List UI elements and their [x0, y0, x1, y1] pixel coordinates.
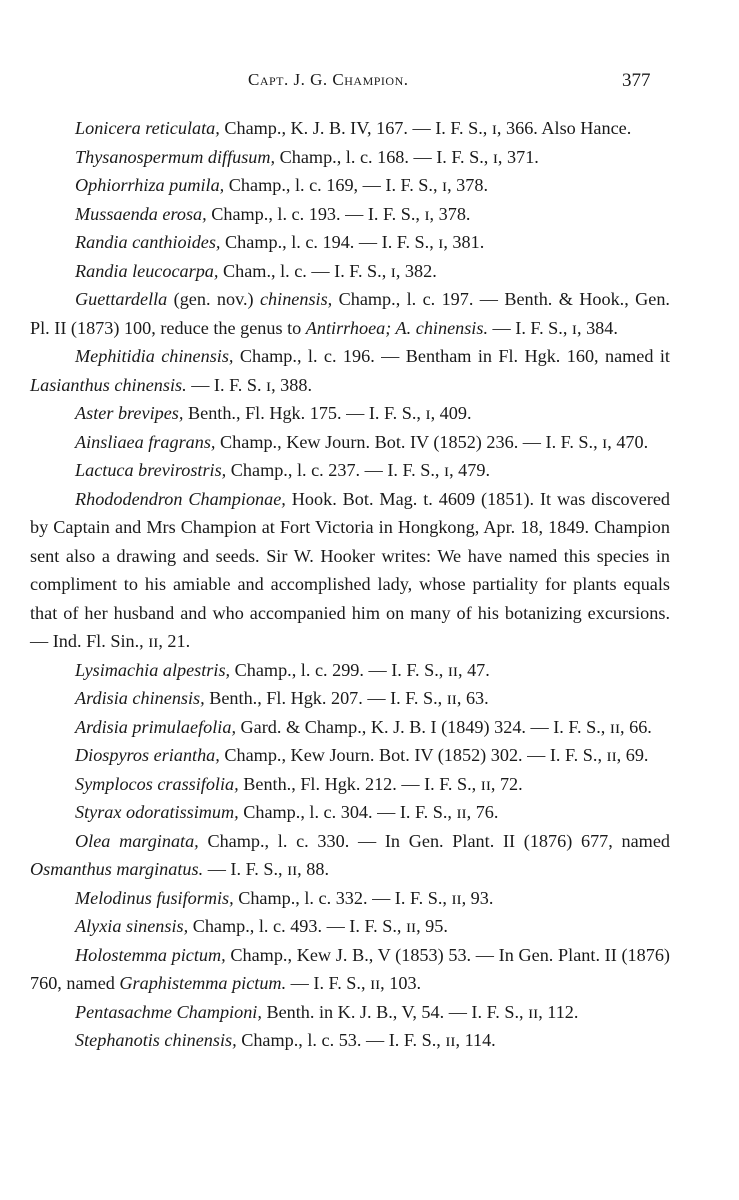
entry-guettardella-chinensis [30, 285, 670, 342]
citation: Champ., l. c. 237. — I. F. S., ɪ, 479. [226, 460, 490, 480]
entry-ainsliaea-fragrans [30, 428, 670, 457]
citation: Champ., l. c. 193. — I. F. S., ɪ, 378. [206, 203, 471, 224]
entry-mussaenda-erosa [30, 200, 670, 229]
species-name: Diospyros eriantha, [75, 745, 220, 765]
citation: Champ., l. c. 493. — I. F. S., ɪɪ, 95. [188, 916, 448, 936]
citation: — I. F. S., ɪɪ, 103. [286, 973, 422, 993]
entry-melodinus-fusiformis [30, 884, 670, 913]
entry-holostemma-pictum [30, 941, 670, 998]
entry-olea-marginata [30, 827, 670, 884]
entry-mephitidia-chinensis [30, 342, 670, 399]
entry-alyxia-sinensis [30, 912, 670, 941]
entry-lonicera-reticulata [30, 114, 670, 143]
species-name: Styrax odoratissimum, [75, 802, 239, 822]
citation: Champ., l. c. 304. — I. F. S., ɪɪ, 76. [238, 802, 499, 822]
entry-symplocos-crassifolia [30, 770, 670, 799]
species-name: Ainsliaea fragrans, [75, 431, 216, 452]
citation: — I. F. S., ɪɪ, 88. [203, 859, 330, 879]
entry-diospyros-eriantha [30, 741, 670, 770]
species-name: Pentasachme Championi, [75, 1001, 262, 1022]
entry-thysanospermum-diffusum [30, 143, 670, 172]
entry-aster-brevipes [30, 399, 670, 428]
species-name: Holostemma pictum, [75, 944, 226, 965]
citation: Gard. & Champ., K. J. B. I (1849) 324. — I. F. S., ɪɪ, 66. [236, 716, 652, 737]
entry-randia-canthioides [30, 228, 670, 257]
citation: Champ., Kew Journ. Bot. IV (1852) 236. — I. F. S., ɪ, 470. [215, 431, 649, 452]
citation: Champ., l. c. 169, — I. F. S., ɪ, 378. [224, 175, 489, 195]
species-name: Mephitidia chinensis, [75, 346, 234, 366]
species-name: Aster brevipes, [75, 403, 184, 423]
citation: Cham., l. c. — I. F. S., ɪ, 382. [218, 260, 437, 281]
citation: Hook. Bot. Mag. t. 4609 (1851). It was discovered by Captain and Mrs Champion at Fort Victoria in Hongkong, Apr. 18, 1849. Champion sent also a drawing and seeds. Sir W. Hooker writes: We have named this species in compliment to his amiable and accomplished lady, whose partiality for plants equals that of her husband and who accompanied him on many of his botanizing excursions. — Ind. Fl. Sin., ɪɪ, 21. [30, 488, 670, 651]
citation: — I. F. S., ɪ, 384. [487, 317, 618, 338]
citation: Champ., K. J. B. IV, 167. — I. F. S., ɪ, 366. Also Hance. [219, 118, 632, 138]
citation: Benth., Fl. Hgk. 175. — I. F. S., ɪ, 409. [183, 403, 472, 423]
running-head [0, 70, 739, 98]
entry-rhododendron-championae [30, 485, 670, 656]
citation: Benth., Fl. Hgk. 207. — I. F. S., ɪɪ, 63. [204, 688, 489, 708]
species-list [30, 114, 670, 1055]
species-name: chinensis, [259, 289, 333, 309]
citation: Champ., l. c. 332. — I. F. S., ɪɪ, 93. [233, 887, 494, 908]
citation: Benth. in K. J. B., V, 54. — I. F. S., ɪɪ, 112. [261, 1001, 579, 1022]
species-name: Guettardella [75, 289, 168, 309]
species-name: Osmanthus marginatus. [30, 859, 204, 879]
species-name: Ardisia primulaefolia, [75, 716, 236, 737]
species-name: Lasianthus chinensis. [30, 374, 187, 395]
running-title: Capt. J. G. Champion. [248, 70, 409, 89]
species-name: Ophiorrhiza pumila, [75, 175, 225, 195]
citation: Champ., l. c. 168. — I. F. S., ɪ, 371. [275, 146, 539, 167]
species-name: Graphistemma pictum. [119, 973, 287, 993]
citation: Benth., Fl. Hgk. 212. — I. F. S., ɪɪ, 72. [238, 773, 523, 794]
species-name: Randia canthioides, [75, 232, 221, 252]
entry-lysimachia-alpestris [30, 656, 670, 685]
species-name: Ardisia chinensis, [75, 688, 205, 708]
citation: Champ., Kew Journ. Bot. IV (1852) 302. — I. F. S., ɪɪ, 69. [219, 745, 649, 765]
citation: Champ., l. c. 53. — I. F. S., ɪɪ, 114. [236, 1030, 496, 1050]
citation: Champ., l. c. 197. — Benth. & Hook., Gen. Pl. II (1873) 100, reduce the genus to [30, 289, 670, 338]
species-name: Rhododendron Championae, [75, 488, 286, 509]
species-name: Symplocos crassifolia, [75, 773, 239, 794]
entry-stephanotis-chinensis [30, 1026, 670, 1055]
citation: Champ., l. c. 299. — I. F. S., ɪɪ, 47. [230, 659, 490, 680]
species-name: Stephanotis chinensis, [75, 1030, 237, 1050]
entry-ardisia-chinensis [30, 684, 670, 713]
entry-randia-leucocarpa [30, 257, 670, 286]
species-name: Randia leucocarpa, [75, 260, 219, 281]
species-name: Lysimachia alpestris, [75, 659, 231, 680]
citation: Champ., l. c. 196. — Bentham in Fl. Hgk. 160, named it [233, 346, 670, 366]
citation: Champ., Kew J. B., V (1853) 53. — In Gen. Plant. II (1876) 760, named [30, 944, 670, 993]
citation: Champ., l. c. 194. — I. F. S., ɪ, 381. [220, 232, 485, 252]
species-name: Melodinus fusiformis, [75, 887, 234, 908]
species-name: Olea marginata, [75, 830, 199, 851]
citation: (gen. nov.) [167, 289, 260, 309]
entry-lactuca-brevirostris [30, 456, 670, 485]
citation: — I. F. S. ɪ, 388. [186, 374, 313, 395]
entry-ardisia-primulaefolia [30, 713, 670, 742]
species-name: Lactuca brevirostris, [75, 460, 227, 480]
citation: Champ., l. c. 330. — In Gen. Plant. II (1876) 677, named [198, 830, 670, 851]
entry-ophiorrhiza-pumila [30, 171, 670, 200]
species-name: Lonicera reticulata, [75, 118, 220, 138]
species-name: Mussaenda erosa, [75, 203, 207, 224]
page-number: 377 [622, 70, 651, 91]
species-name: Thysanospermum diffusum, [75, 146, 276, 167]
species-name: Antirrhoea; A. chinensis. [305, 317, 488, 338]
species-name: Alyxia sinensis, [75, 916, 189, 936]
entry-styrax-odoratissimum [30, 798, 670, 827]
entry-pentasachme-championi [30, 998, 670, 1027]
